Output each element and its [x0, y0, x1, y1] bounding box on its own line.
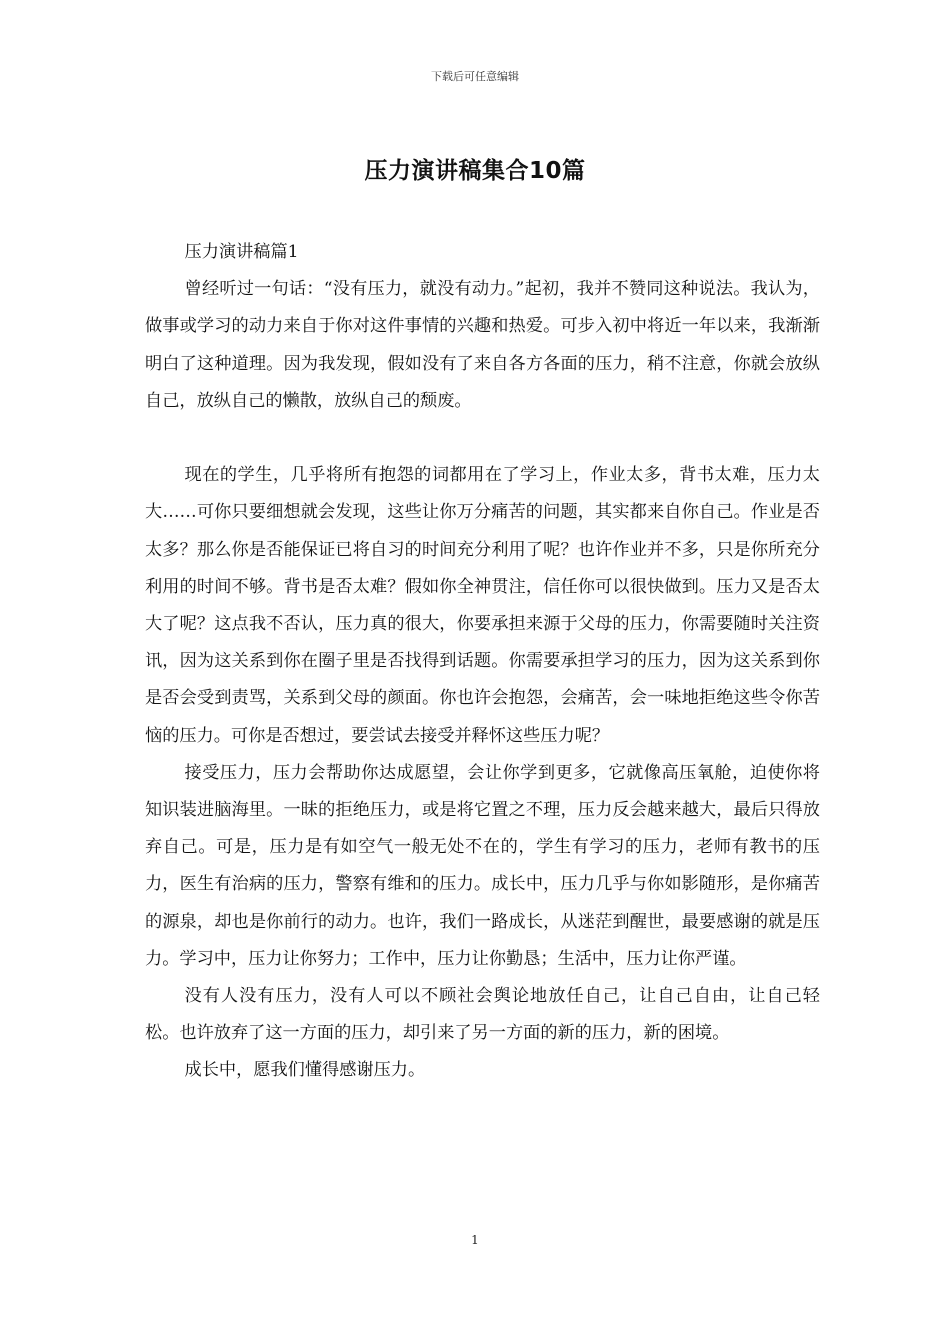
- paragraph-3: 接受压力，压力会帮助你达成愿望，会让你学到更多，它就像高压氧舱，迫使你将知识装进脑海里。一昧的拒绝压力，或是将它置之不理，压力反会越来越大，最后只得放弃自己。可是，压力是有如空气一般无处不在的，学生有学习的压力，老师有教书的压力，医生有治病的压力，警察有维和的压力。成长中，压力几乎与你如影随形，是你痛苦的源泉，却也是你前行的动力。也许，我们一路成长，从迷茫到醒世，最要感谢的就是压力。学习中，压力让你努力；工作中，压力让你勤恳；生活中，压力让你严谨。: [145, 762, 820, 969]
- paragraph-4: 没有人没有压力，没有人可以不顾社会舆论地放任自己，让自己自由，让自己轻松。也许放弃了这一方面的压力，却引来了另一方面的新的压力，新的困境。: [145, 986, 820, 1044]
- paragraph-1: 曾经听过一句话：“没有压力，就没有动力。”起初，我并不赞同这种说法。我认为，做事或学习的动力来自于你对这件事情的兴趣和热爱。可步入初中将近一年以来，我渐渐明白了这种道理。因为我发现，假如没有了来自各方各面的压力，稍不注意，你就会放纵自己，放纵自己的懒散，放纵自己的颓废。: [145, 279, 820, 411]
- document-body: [145, 234, 820, 1090]
- document-title: 压力演讲稿集合10篇: [364, 158, 586, 184]
- paragraph-5: 成长中，愿我们懂得感谢压力。: [184, 1060, 426, 1081]
- paragraph-spacer: [145, 420, 820, 457]
- section-heading: 压力演讲稿篇1: [184, 242, 299, 262]
- page-number: 1: [471, 1233, 479, 1247]
- paragraph-2: 现在的学生，几乎将所有抱怨的词都用在了学习上，作业太多，背书太难，压力太大……可你只要细想就会发现，这些让你万分痛苦的问题，其实都来自你自己。作业是否太多？那么你是否能保证已将自习的时间充分利用了呢？也许作业并不多，只是你所充分利用的时间不够。背书是否太难？假如你全神贯注，信任你可以很快做到。压力又是否太大了呢？这点我不否认，压力真的很大，你要承担来源于父母的压力，你需要随时关注资讯，因为这关系到你在圈子里是否找得到话题。你需要承担学习的压力，因为这关系到你是否会受到责骂，关系到父母的颜面。你也许会抱怨，会痛苦，会一味地拒绝这些令你苦恼的压力。可你是否想过，要尝试去接受并释怀这些压力呢？: [145, 465, 820, 746]
- header-note: 下载后可任意编辑: [431, 70, 519, 83]
